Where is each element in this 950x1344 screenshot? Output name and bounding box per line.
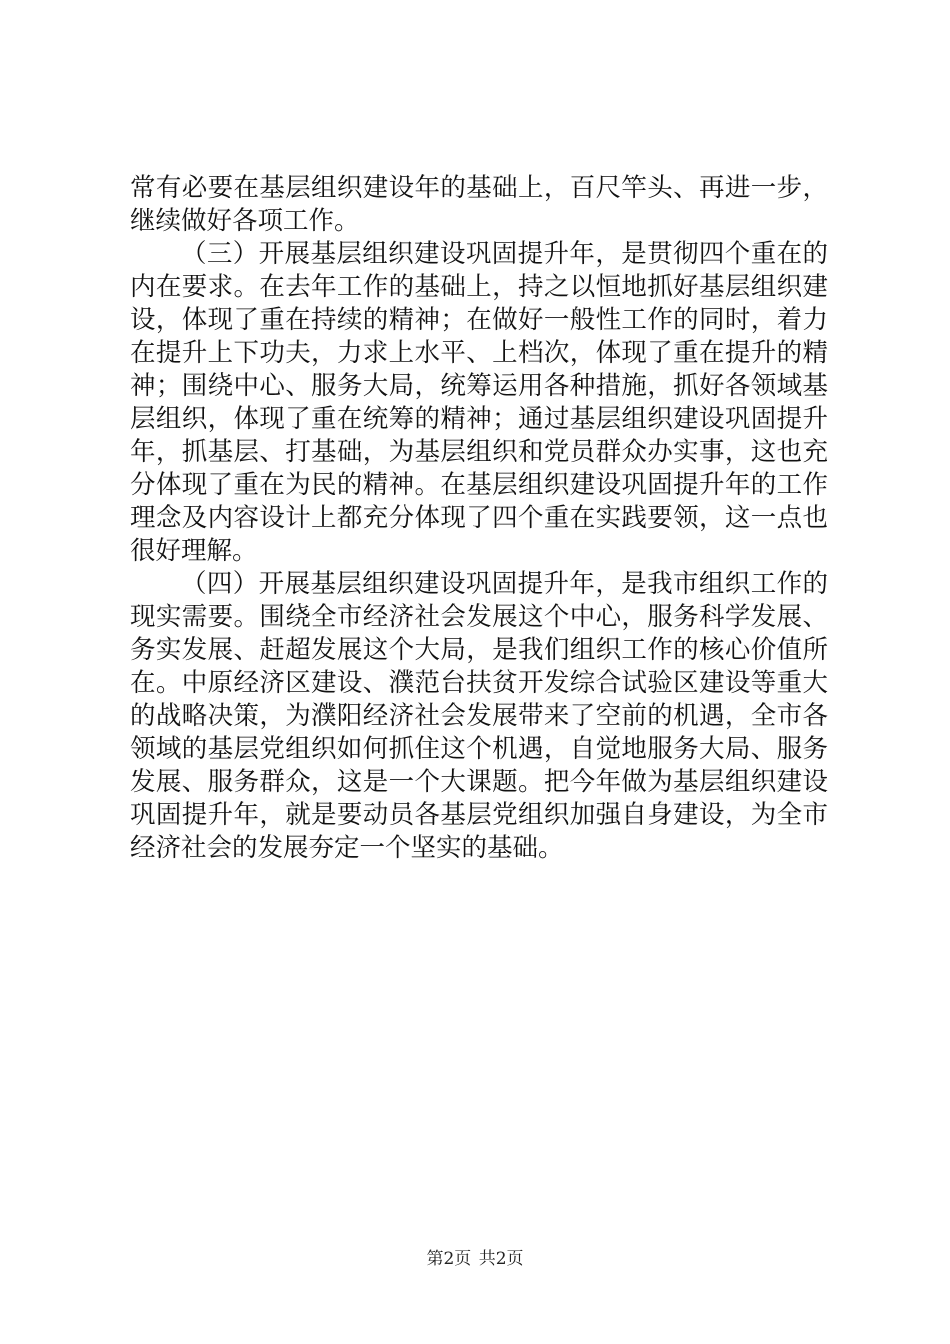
text-line: 在。中原经济区建设、濮范台扶贫开发综合试验区建设等重大 bbox=[130, 668, 828, 698]
text-line: 内在要求。在去年工作的基础上，持之以恒地抓好基层组织建 bbox=[130, 272, 828, 302]
text-line: 巩固提升年，就是要动员各基层党组织加强自身建设，为全市 bbox=[130, 800, 828, 830]
text-line: （四）开展基层组织建设巩固提升年，是我市组织工作的 bbox=[181, 569, 828, 599]
text-line: 继续做好各项工作。 bbox=[130, 206, 360, 236]
text-line: 设，体现了重在持续的精神；在做好一般性工作的同时，着力 bbox=[130, 305, 828, 335]
text-line: 的战略决策，为濮阳经济社会发展带来了空前的机遇，全市各 bbox=[130, 701, 828, 731]
text-line: 层组织，体现了重在统筹的精神；通过基层组织建设巩固提升 bbox=[130, 404, 828, 434]
text-line: 常有必要在基层组织建设年的基础上，百尺竿头、再进一步， bbox=[130, 173, 828, 203]
text-line: 分体现了重在为民的精神。在基层组织建设巩固提升年的工作 bbox=[130, 470, 828, 500]
paragraph bbox=[130, 568, 828, 865]
document-body bbox=[130, 172, 828, 865]
text-line: 务实发展、赶超发展这个大局，是我们组织工作的核心价值所 bbox=[130, 635, 828, 665]
text-line: 理念及内容设计上都充分体现了四个重在实践要领，这一点也 bbox=[130, 503, 828, 533]
text-line: 现实需要。围绕全市经济社会发展这个中心，服务科学发展、 bbox=[130, 602, 828, 632]
text-line: （三）开展基层组织建设巩固提升年，是贯彻四个重在的 bbox=[181, 239, 828, 269]
page-number-footer: 第2页 共2页 bbox=[426, 1249, 524, 1269]
text-line: 在提升上下功夫，力求上水平、上档次，体现了重在提升的精 bbox=[130, 338, 828, 368]
text-line: 领域的基层党组织如何抓住这个机遇，自觉地服务大局、服务 bbox=[130, 734, 828, 764]
paragraph bbox=[130, 172, 828, 238]
paragraph bbox=[130, 238, 828, 568]
text-line: 很好理解。 bbox=[130, 536, 258, 566]
text-line: 经济社会的发展夯定一个坚实的基础。 bbox=[130, 833, 564, 863]
text-line: 发展、服务群众，这是一个大课题。把今年做为基层组织建设 bbox=[130, 767, 828, 797]
text-line: 神；围绕中心、服务大局，统筹运用各种措施，抓好各领域基 bbox=[130, 371, 828, 401]
text-line: 年，抓基层、打基础，为基层组织和党员群众办实事，这也充 bbox=[130, 437, 828, 467]
